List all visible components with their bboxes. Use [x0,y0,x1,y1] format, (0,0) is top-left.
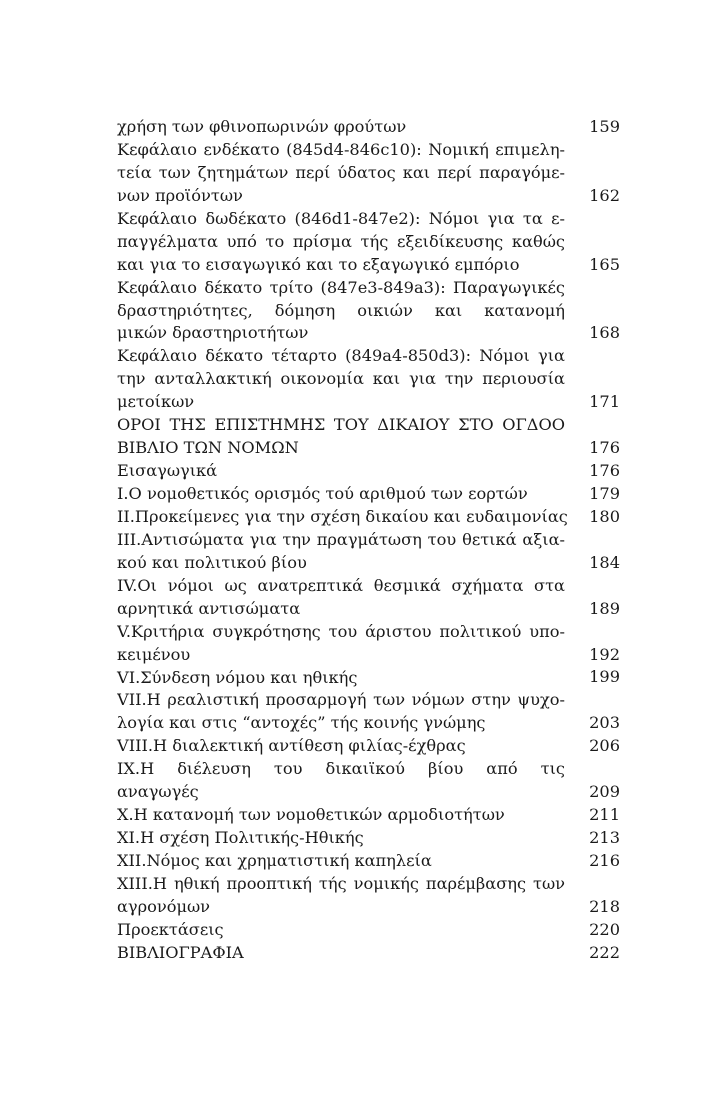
toc-page-number: 184 [589,552,620,572]
toc-entry-line: X.Η κατανομή των νομοθετικών αρμοδιοτήτων [117,805,505,825]
toc-entry [117,735,620,758]
toc-page-number: 203 [589,713,620,733]
toc-entry-line: παγγέλματα υπό το πρίσμα τής εξειδίκευσης καθώς [117,231,565,251]
toc-entry [117,850,620,873]
toc-page-number: 179 [589,483,620,503]
toc-entry-line: VII.Η ρεαλιστική προσαρμογή των νόμων στην ψυχο- [117,690,565,710]
toc-entry [117,689,620,735]
toc-entry-line: XIII.Η ηθική προοπτική τής νομικής παρέμβασης των [117,873,565,893]
toc-page-number: 222 [589,942,620,962]
toc-entry [117,116,620,139]
toc-entry-line: κειμένου [117,644,191,664]
toc-entry-line: Κεφάλαιο ενδέκατο (845d4-846c10): Νομική επιμελη- [117,139,565,159]
toc-entry-line: VIII.Η διαλεκτική αντίθεση φιλίας-έχθρας [117,736,466,756]
toc-page-number: 162 [589,185,620,205]
toc-entry-line: IV.Οι νόμοι ως ανατρεπτικά θεσμικά σχήματα στα [117,575,565,595]
toc-entry [117,919,620,942]
toc-page-number: 176 [589,461,620,481]
toc-entry-line: Εισαγωγικά [117,461,218,481]
toc-entry-line: ΟΡΟΙ ΤΗΣ ΕΠΙΣΤΗΜΗΣ ΤΟΥ ΔΙΚΑΙΟΥ ΣΤΟ ΟΓΔΟΟ [117,415,565,435]
toc-entry-line: Προεκτάσεις [117,919,224,939]
toc-entry-line: Κεφάλαιο δέκατο τρίτο (847e3-849a3): Παραγωγικές [117,277,565,297]
toc-entry [117,575,620,621]
toc-entry-line: νων προϊόντων [117,185,243,205]
toc-entry-line: III.Αντισώματα για την πραγμάτωση του θετικά αξια- [117,529,565,549]
toc-page-number: 189 [589,598,620,618]
toc-entry-line: μικών δραστηριοτήτων [117,323,309,343]
toc-entry [117,621,620,667]
toc-entry [117,483,620,506]
toc-page-number: 168 [589,323,620,343]
toc-entry [117,277,620,346]
toc-page-number: 180 [589,506,620,526]
toc-page-number: 192 [589,644,620,664]
toc-entry-line: VI.Σύνδεση νόμου και ηθικής [117,667,358,687]
toc-entry-line: αγρονόμων [117,896,211,916]
toc-entry [117,345,620,414]
toc-entry-line: αρνητικά αντισώματα [117,598,301,618]
table-of-contents [117,116,620,965]
toc-entry-line: δραστηριότητες, δόμηση οικιών και κατανομή [117,300,565,320]
toc-page-number: 199 [589,667,620,687]
toc-page-number: 211 [589,805,620,825]
toc-entry-line: ΒΙΒΛΙΟΓΡΑΦΙΑ [117,942,244,962]
toc-entry-line: τεία των ζητημάτων περί ύδατος και περί παραγόμε- [117,162,565,182]
toc-entry-line: αναγωγές [117,782,199,802]
toc-entry [117,873,620,919]
toc-page-number: 218 [589,896,620,916]
toc-entry [117,208,620,277]
toc-entry [117,414,620,460]
toc-page-number: 171 [589,392,620,412]
toc-page-number: 209 [589,782,620,802]
toc-entry [117,506,620,529]
toc-entry-line: την ανταλλακτική οικονομία και για την περιουσία [117,369,565,389]
toc-entry [117,139,620,208]
toc-entry-line: IX.Η διέλευση του δικαιϊκού βίου από τις [117,759,565,779]
toc-entry [117,942,620,965]
toc-page-number: 176 [589,438,620,458]
toc-page-number: 216 [589,850,620,870]
toc-entry-line: XI.Η σχέση Πολιτικής-Ηθικής [117,828,364,848]
toc-entry [117,460,620,483]
toc-page-number: 206 [589,736,620,756]
toc-entry-line: ΒΙΒΛΙΟ ΤΩΝ ΝΟΜΩΝ [117,438,299,458]
toc-entry-line: λογία και στις “αντοχές” τής κοινής γνώμης [117,713,486,733]
toc-entry-line: μετοίκων [117,392,195,412]
toc-entry [117,804,620,827]
toc-entry-line: XII.Νόμος και χρηματιστική καπηλεία [117,851,432,870]
toc-page-number: 213 [589,828,620,848]
toc-entry-line: Κεφάλαιο δωδέκατο (846d1-847e2): Νόμοι για τα ε- [117,208,565,228]
toc-entry-line: II.Προκείμενες για την σχέση δικαίου και ευδαιμονίας [117,506,568,526]
toc-entry [117,529,620,575]
toc-entry [117,667,620,690]
toc-entry-line: χρήση των φθινοπωρινών φρούτων [117,117,407,136]
toc-page-number: 165 [589,254,620,274]
toc-entry-line: Κεφάλαιο δέκατο τέταρτο (849a4-850d3): Νόμοι για [117,346,565,366]
toc-entry [117,758,620,804]
toc-entry-line: V.Κριτήρια συγκρότησης του άριστου πολιτικού υπο- [117,621,565,641]
toc-page-number: 159 [589,116,620,136]
toc-entry-line: κού και πολιτικού βίου [117,552,307,572]
toc-entry-line: και για το εισαγωγικό και το εξαγωγικό εμπόριο [117,254,520,274]
toc-page-number: 220 [589,919,620,939]
toc-entry [117,827,620,850]
toc-entry-line: I.Ο νομοθετικός ορισμός τού αριθμού των εορτών [117,484,528,503]
